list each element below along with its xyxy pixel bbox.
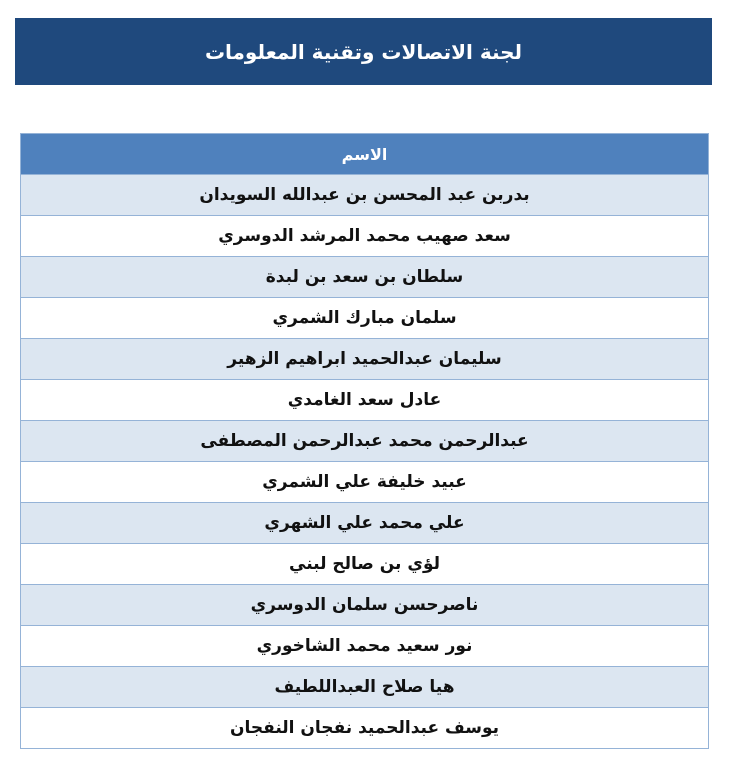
name-column-header: الاسم: [21, 134, 709, 175]
table-row: [21, 175, 709, 216]
table-row: [21, 544, 709, 585]
member-name: لؤي بن صالح لبني: [21, 544, 709, 585]
table-row: [21, 503, 709, 544]
table-row: [21, 667, 709, 708]
member-name: عادل سعد الغامدي: [21, 380, 709, 421]
table-row: [21, 708, 709, 749]
table-row: [21, 339, 709, 380]
member-name: سعد صهيب محمد المرشد الدوسري: [21, 216, 709, 257]
member-name: عبدالرحمن محمد عبدالرحمن المصطفى: [21, 421, 709, 462]
member-name: نور سعيد محمد الشاخوري: [21, 626, 709, 667]
member-name: بدربن عبد المحسن بن عبدالله السويدان: [21, 175, 709, 216]
table-row: [21, 257, 709, 298]
table-row: [21, 380, 709, 421]
page-title: لجنة الاتصالات وتقنية المعلومات: [204, 39, 523, 64]
table-row: [21, 462, 709, 503]
table-row: [21, 626, 709, 667]
table-row: [21, 216, 709, 257]
member-name: عبيد خليفة علي الشمري: [21, 462, 709, 503]
member-name: يوسف عبدالحميد نفجان النفجان: [21, 708, 709, 749]
table-row: [21, 298, 709, 339]
member-name: سليمان عبدالحميد ابراهيم الزهير: [21, 339, 709, 380]
member-name: ناصرحسن سلمان الدوسري: [21, 585, 709, 626]
table-row: [21, 421, 709, 462]
member-name: هيا صلاح العبداللطيف: [21, 667, 709, 708]
table-header-row: [21, 134, 709, 175]
members-table: [20, 133, 709, 749]
member-name: علي محمد علي الشهري: [21, 503, 709, 544]
member-name: سلمان مبارك الشمري: [21, 298, 709, 339]
member-name: سلطان بن سعد بن لبدة: [21, 257, 709, 298]
title-banner: [15, 18, 712, 85]
table-row: [21, 585, 709, 626]
